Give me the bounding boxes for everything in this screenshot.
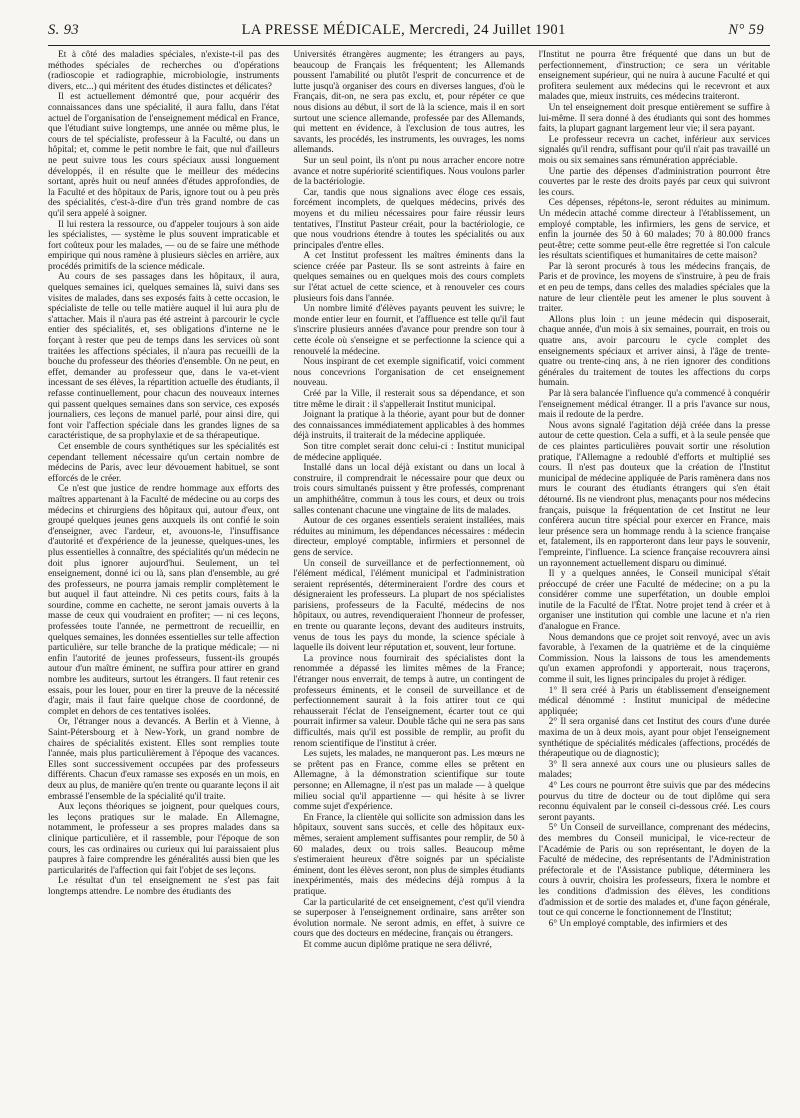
header-rule <box>48 45 770 46</box>
article-paragraph: Nous demandons que ce projet soit renvoyé, avec un avis favorable, à l'examen de la quatrième et de la cinquième Commission. Nous la laissons de tous les amendements qu'un examen approfondi y apporterait, nous traçerons, comme il suit, les lignes principales du projet à rédiger. <box>538 632 770 686</box>
article-paragraph: Il y a quelques années, le Conseil municipal s'était préoccupé de créer une Faculté de médecine; on a pu la considérer comme une superfétation, un double emploi inutile de la Faculté de l'État. Notre projet tend à créer et à organiser une institution qui comble une lacune et n'a rien d'analogue en France. <box>538 569 770 633</box>
article-paragraph: Universités étrangères augmente; les étrangers au pays, beaucoup de Français les fréquentent; les Allemands poussent l'amabilité ou plutôt l'esprit de concurrence et de lutte jusqu'à organiser des cours en diverses langues, d'où le Français, dit-on, ne sera pas exclu, et, pour répéter ce que nous disions au début, il sort de là la science, mais il en sort surtout une science allemande, professée par des Allemands, qui mettent en évidence, à l'exclusion de tous autres, les savants, les procédés, les instruments, les ouvrages, les noms allemands. <box>293 50 525 156</box>
article-paragraph: Au cours de ses passages dans les hôpitaux, il aura, quelques semaines ici, quelques semaines là, suivi dans ses visites de malades, dans ses exposés faits à cette occasion, le spécialiste de telle ou telle matière auquel il lui aura plu de s'attacher. Mais il n'aura pas été astreint à parcourir le cycle entier des spécialités, et, ses obligations d'interne ne le forçant à rester que peu de temps dans les services où sont traitées les affections spéciales, il n'aura pas recueilli de la bouche du professeur des théories d'ensemble. On ne peut, en effet, demander au professeur que, dans le va-et-vient incessant de ses élèves, la répartition actuelle des étudiants, il refasse continuellement, pour chacun des nouveaux internes qui passent quelques semaines dans son service, ces exposés journaliers, ces leçons de manuel parlé, pour ainsi dire, qui font voir l'affection spéciale dans les grandes lignes de sa caractéristique, de sa prophylaxie et de sa thérapeutique. <box>48 272 280 442</box>
article-paragraph: Un nombre limité d'élèves payants peuvent les suivre; le monde entier leur en fournit, et l'affluence est telle qu'il faut s'inscrire plusieurs années d'avance pour prendre son tour à cette école où s'enseigne et se perfectionne la science qui a renouvelé la médecine. <box>293 304 525 357</box>
article-paragraph: Son titre complet serait donc celui-ci : Institut municipal de médecine appliquée. <box>293 441 525 463</box>
article-paragraph: La province nous fournirait des spécialistes dont la renommée a dépassé les limites mêmes de la France; l'étranger nous enverrait, de temps à autre, un contingent de professeurs éminents, et le conseil de surveillance et de perfectionnement saurait à la fois attirer tout ce qui rehausserait l'éclat de l'enseignement, écarter tout ce qui pourrait infirmer sa valeur. Double tâche qui ne sera pas sans difficultés, mais qu'il est possible de remplir, au profit du renom scientifique de l'institut à créer. <box>293 653 525 749</box>
article-paragraph: Ces dépenses, répétons-le, seront réduites au minimum. Un médecin attaché comme directeur à l'établissement, un employé comptable, les infirmiers, les gens de service, et enfin la journée des 50 à 60 malades; 70 à 80.000 francs peut-être; cette somme peut-elle être regrettée si l'on calcule les résultats scientifiques et humanitaires de cette maison? <box>538 198 770 262</box>
article-paragraph: Créé par la Ville, il resterait sous sa dépendance, et son titre même le dirait : il s'appellerait Institut municipal. <box>293 389 525 410</box>
article-paragraph: Sur un seul point, ils n'ont pu nous arracher encore notre avance et notre supériorité scientifiques. Nous voulons parler de la bactériologie. <box>293 155 525 188</box>
article-paragraph: Car, tandis que nous signalions avec éloge ces essais, forcément incomplets, de quelques médecins, privés des moyens et du milieu nécessaires pour faire réussir leurs tentatives, l'Institut Pasteur créait, pour la bactériologie, ce que nous voudrions étendre à toutes les spécialités ou aux principales d'entre elles. <box>293 187 525 251</box>
article-paragraph: 4° Les cours ne pourront être suivis que par des médecins pourvus du titre de docteur ou de tout diplôme qui sera reconnu équivalent par le conseil ci-dessous créé. Les cours seront payants. <box>538 780 770 823</box>
article-paragraph: Allons plus loin : un jeune médecin qui disposerait, chaque année, d'un mois à six semaines, pourrait, en trois ou quatre ans, avoir parcouru le cycle complet des enseignements spéciaux et arriver ainsi, à l'âge de trente-quatre ou trente-cinq ans, à ne rien ignorer des conditions générales du traitement de toutes les affections du corps humain. <box>538 314 770 389</box>
article-paragraph: 6° Un employé comptable, des infirmiers et des <box>548 918 728 929</box>
article-columns <box>30 50 770 1112</box>
article-paragraph: Un conseil de surveillance et de perfectionnement, où l'élément médical, l'élément municipal et l'administration seraient représentés, détermineraient l'ordre des cours et désigneraient les professeurs. La plupart de nos spécialistes parisiens, professeurs de la Faculté, médecins de nos hôpitaux, ou autres, revendiqueraient l'honneur de professer, en trente ou quarante leçons, devant des auditeurs instruits, venus de tous les pays du monde, la science spéciale à laquelle ils doivent leur réputation et, souvent, leur fortune. <box>293 558 525 654</box>
article-paragraph: Ce n'est que justice de rendre hommage aux efforts des maîtres appartenant à la Faculté de médecine ou au corps des médecins et chirurgiens des hôpitaux qui, autour d'eux, ont groupé quelques jeunes gens auxquels ils ont confié le soin d'enseigner, avec l'ardeur, et, avouons-le, l'insuffisance d'autorité et d'expérience de la jeunesse, quelques-unes, les plus essentielles à connaître, des spécialités qu'un médecin ne doit plus ignorer aujourd'hui. Seulement, un tel enseignement, donné ici ou là, sans plan d'ensemble, au gré des professeurs, ne pourra jamais remplir complètement le but auquel il faut atteindre. Ni ces petits cours, faits à la sourdine, comme en cachette, ne seront jamais ouverts à la masse de ceux qui voudraient en profiter; — ni ces leçons, professées toute l'année, ne permettront de recueillir, en quelques semaines, les données essentielles sur telle affection particulière, sur telle branche de la pratique médicale; — ni enfin l'autorité de jeunes professeurs, fussent-ils groupés autour d'un maître éminent, ne suffira pour attirer en grand nombre les auditeurs, surtout les étrangers. Il faut retenir ces essais, pour les louer, pour en tirer la preuve de la nécessité d'agir, mais il faut faire quelque chose de coordonné, de complet en dehors de ces tentatives isolées. <box>48 484 280 717</box>
issue-number: N° 59 <box>728 22 764 38</box>
article-paragraph: En France, la clientèle qui sollicite son admission dans les hôpitaux, souvent sans succès, et celle des hôpitaux eux-mêmes, seraient amplement suffisantes pour remplir, de 50 à 60 malades, deux ou trois salles. Beaucoup même s'estimeraient heureux d'être soignés par un spécialiste éminent, dont les élèves seront, non plus de simples étudiants inexpérimentés, mais des médecins déjà rompus à la pratique. <box>293 812 525 897</box>
article-paragraph: Nous avons signalé l'agitation déjà créée dans la presse autour de cette question. Cela a suffi, et à la seule pensée que de ces plaintes particulières pouvait sortir une résolution pratique, l'Allemagne a redoublé d'efforts et multiplié ses cours. Il n'est pas douteux que la création de l'Institut municipal de médecine appliquée de Paris ramènera dans nos murs le courant des étudiants étrangers qui s'en était détourné. Ils ne viendront plus, menaçants pour nos médecins français, puisque la fréquentation de cet Institut ne leur conférera aucun titre spécial pour exercer en France, mais leur présence sera un hommage rendu à la science française et, fatalement, ils en rapporteront dans leur pays le souvenir, l'empreinte, l'influence. La science française recouvrera ainsi un rayonnement actuellement disparu ou diminué. <box>538 420 770 569</box>
article-paragraph: Installé dans un local déjà existant ou dans un local à construire, il comprendrait le nécessaire pour que deux ou trois cours simultanés puissent y être professés, comprenant un amphithéâtre, commun à tous les cours, et deux ou trois salles contenant chacune une vingtaine de lits de malades. <box>293 463 525 516</box>
column-3 <box>539 50 770 1112</box>
article-paragraph: Une partie des dépenses d'administration pourront être couvertes par le reste des droits payés par ceux qui suivront les cours. <box>538 166 770 198</box>
article-paragraph: Par là sera balancée l'influence qu'a commencé à conquérir l'enseignement médical étranger. Il a pris l'avance sur nous, mais il redoute de la perdre. <box>538 389 770 421</box>
article-paragraph: Joignant la pratique à la théorie, ayant pour but de donner des connaissances immédiatement applicables à des hommes déjà instruits, il traiterait de la médecine appliquée. <box>293 410 525 442</box>
article-paragraph: 5° Un Conseil de surveillance, comprenant des médecins, des membres du Conseil municipal, le vice-recteur de l'Académie de Paris ou son représentant, le doyen de la Faculté de médecine, des représentants de l'Administration préfectorale et de l'Assistance publique, déterminera les cours à ouvrir, choisira les professeurs, fixera le nombre et les conditions d'admission des élèves, les conditions d'admission et de sortie des malades et, d'une façon générale, tout ce qui concerne le fonctionnement de l'Institut; <box>538 823 770 919</box>
newspaper-title: LA PRESSE MÉDICALE, Mercredi, 24 Juillet 1901 <box>241 22 566 38</box>
article-paragraph: Cet ensemble de cours synthétiques sur les spécialités est cependant tellement nécessaire qu'un certain nombre de médecins de Paris, avec leur dévouement habituel, se sont efforcés de le créer. <box>48 441 280 484</box>
article-paragraph: Et comme aucun diplôme pratique ne sera délivré, <box>303 939 492 950</box>
article-paragraph: A cet Institut professent les maîtres éminents dans la science créée par Pasteur. Ils se sont astreints à faire en quelques semaines ou en quelques mois des cours complets sur l'état actuel de cette science, et à renouveler ces cours plusieurs fois dans l'année. <box>293 251 525 304</box>
column-2 <box>293 50 524 1112</box>
article-paragraph: l'Institut ne pourra être fréquenté que dans un but de perfectionnement, d'instruction; ce sera un véritable enseignement supérieur, qui ne nuira à aucune Faculté et qui profitera seulement aux médecins qui le recevront et aux malades que, mieux instruits, ces médecins traiteront. <box>538 50 770 103</box>
column-1 <box>48 50 279 1112</box>
article-paragraph: Car la particularité de cet enseignement, c'est qu'il viendra se superposer à l'enseignement ordinaire, sans arrêter son évolution normale. Ne seront admis, en effet, à suivre ce cours que des docteurs en médecine, français ou étrangers. <box>293 897 525 940</box>
article-paragraph: Les sujets, les malades, ne manqueront pas. Les mœurs ne se prêtent pas en France, comme elles se prêtent en Allemagne, à la démonstration scientifique sur toute personne; en Allemagne, il n'est pas un malade — à quelque milieu social qu'il appartienne — qui hésite à se livrer comme sujet d'expérience. <box>293 749 525 813</box>
article-paragraph: Par là seront procurés à tous les médecins français, de Paris et de province, les moyens de s'instruire, à peu de frais et en peu de temps, dans celles des maladies spéciales que la nature de leur clientèle peut les amener le plus souvent à traiter. <box>538 261 770 315</box>
article-paragraph: Et à côté des maladies spéciales, n'existe-t-il pas des méthodes spéciales de recherches ou d'opérations (radioscopie et radiographie, microbiologie, instruments divers, etc...) qui méritent des études distinctes et délicates? <box>48 50 280 92</box>
article-paragraph: Autour de ces organes essentiels seraient installées, mais réduites au minimum, les dépendances nécessaires : médecin directeur, employé comptable, infirmiers et personnel de gens de service. <box>293 516 525 558</box>
article-paragraph: Le résultat d'un tel enseignement ne s'est pas fait longtemps attendre. Le nombre des étudiants des <box>48 876 280 897</box>
page-header <box>30 22 770 45</box>
article-paragraph: Or, l'étranger nous a devancés. A Berlin et à Vienne, à Saint-Pétersbourg et à New-York, un grand nombre de chaires de spécialités existent. Elles sont remplies toute l'année, mais plus particulièrement à l'époque des vacances. Elles sont successivement occupées par des professeurs différents. Chacun d'eux ramasse ses exposés en un mois, en deux au plus, de manière qu'en trente ou quarante leçons il ait embrassé l'ensemble de la spécialité qu'il traite. <box>48 717 280 802</box>
page-number: S. 93 <box>48 22 79 38</box>
article-paragraph: Il est actuellement démontré que, pour acquérir des connaissances dans une spécialité, il aura fallu, dans l'état actuel de l'organisation de l'enseignement médical en France, que l'étudiant suive longtemps, une année ou même plus, le cours de tel spécialiste, professeur à la Faculté, ou dans un hôpital; et, comme le petit nombre le fait, que nul d'ailleurs ne peut suivre tous les cours spéciaux aussi longuement développés, il en résulte que le meilleur des médecins sortant, après huit ou neuf années d'études approfondies, de la Faculté et des hôpitaux de Paris, ignore tout ou à peu près des spécialités, c'est-à-dire d'un très grand nombre de cas qu'il sera appelé à soigner. <box>48 92 280 219</box>
article-paragraph: 3° Il sera annexé aux cours une ou plusieurs salles de malades; <box>538 759 770 781</box>
article-paragraph: Un tel enseignement doit presque entièrement se suffire à lui-même. Il sera donné à des étudiants qui sont des hommes faits, la plupart gagnant largement leur vie; il sera payant. <box>538 102 770 135</box>
article-paragraph: Nous inspirant de cet exemple significatif, voici comment nous concevrions l'organisation de cet enseignement nouveau. <box>293 357 525 389</box>
article-paragraph: Le professeur recevra un cachet, inférieur aux services signalés qu'il rendra, suffisant pour qu'il n'ait pas travaillé un mois ou six semaines sans rémunération appréciable. <box>538 134 770 166</box>
article-paragraph: 1° Il sera créé à Paris un établissement d'enseignement médical dénommé : Institut municipal de médecine appliquée; <box>538 685 770 717</box>
article-paragraph: Aux leçons théoriques se joignent, pour quelques cours, les leçons pratiques sur le malade. En Allemagne, notamment, le professeur a ses propres malades dans sa clinique particulière, et il rassemble, pour l'époque de son cours, les cas ordinaires ou curieux qui lui paraissaient plus paupres à faire comprendre les généralités aussi bien que les particularités de l'affection qui fait l'objet de ses leçons. <box>48 802 280 876</box>
article-paragraph: Il lui restera la ressource, ou d'appeler toujours à son aide les spécialistes, — système le plus souvent impraticable et fort coûteux pour les malades, — ou de se faire une méthode empirique qui nous ramène à plusieurs siècles en arrière, aux procédés primitifs de la science médicale. <box>48 219 280 272</box>
article-paragraph: 2° Il sera organisé dans cet Institut des cours d'une durée maxima de un à deux mois, ayant pour objet l'enseignement synthétique de spécialités médicales (affections, procédés de thérapeutique ou de diagnostic); <box>538 717 770 760</box>
